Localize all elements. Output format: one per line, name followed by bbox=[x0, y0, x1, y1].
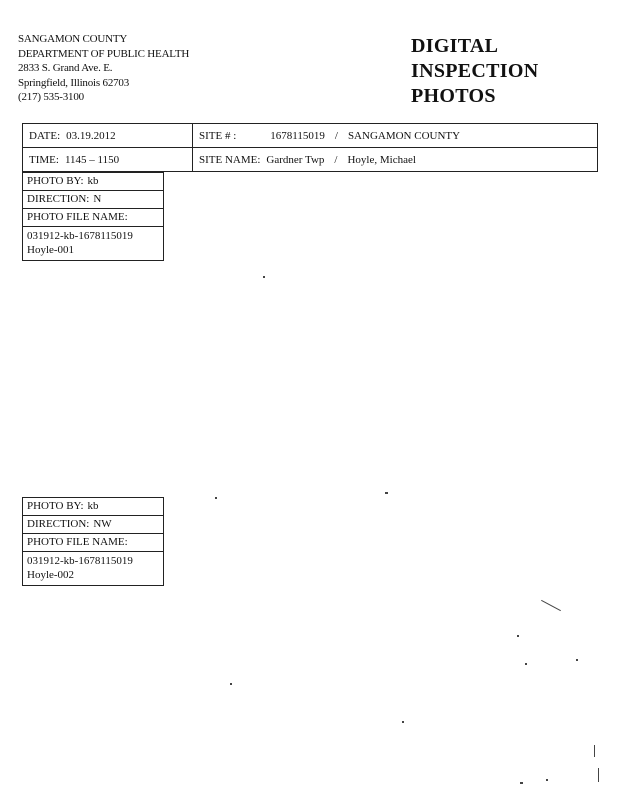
photo-by-row bbox=[23, 498, 163, 516]
agency-city: Springfield, Illinois 62703 bbox=[18, 76, 130, 89]
site-county: SANGAMON COUNTY bbox=[347, 129, 461, 142]
agency-phone: (217) 535-3100 bbox=[18, 91, 84, 103]
date-label: DATE: bbox=[29, 129, 61, 142]
site-info-row-date bbox=[23, 124, 598, 148]
photo-by-label: PHOTO BY: bbox=[27, 175, 84, 187]
direction-label: DIRECTION: bbox=[27, 193, 90, 205]
report-title-line-1: DIGITAL bbox=[411, 35, 499, 57]
direction-row bbox=[23, 516, 163, 534]
date-value: 03.19.2012 bbox=[66, 129, 116, 142]
direction-row bbox=[23, 191, 163, 209]
file-name-row bbox=[23, 227, 163, 260]
site-name-label: SITE NAME: bbox=[199, 153, 261, 166]
scan-speck bbox=[594, 745, 595, 757]
report-title-line-2: INSPECTION bbox=[411, 60, 539, 82]
file-name-line-2: Hoyle-001 bbox=[27, 244, 75, 256]
scan-speck bbox=[541, 600, 561, 611]
agency-header bbox=[18, 32, 189, 105]
agency-name: SANGAMON COUNTY bbox=[18, 33, 128, 45]
site-info-table bbox=[22, 123, 598, 172]
scan-speck bbox=[385, 492, 388, 494]
file-name-line-2: Hoyle-002 bbox=[27, 569, 75, 581]
report-title bbox=[411, 34, 538, 109]
file-name-label: PHOTO FILE NAME: bbox=[27, 536, 128, 548]
scan-speck bbox=[230, 683, 232, 685]
file-name-label-row bbox=[23, 209, 163, 227]
scan-speck bbox=[546, 779, 548, 781]
photo-by-value: kb bbox=[87, 175, 99, 187]
agency-department: DEPARTMENT OF PUBLIC HEALTH bbox=[18, 47, 190, 60]
direction-value: NW bbox=[93, 518, 112, 530]
photo-by-row bbox=[23, 173, 163, 191]
scan-speck bbox=[215, 497, 217, 499]
site-owner: Hoyle, Michael bbox=[347, 153, 416, 166]
time-value: 1145 – 1150 bbox=[64, 153, 120, 166]
photo-by-label: PHOTO BY: bbox=[27, 500, 84, 512]
time-label: TIME: bbox=[29, 153, 59, 166]
agency-address: 2833 S. Grand Ave. E. bbox=[18, 62, 113, 74]
photo-info-box bbox=[22, 497, 164, 586]
file-name-label: PHOTO FILE NAME: bbox=[27, 211, 128, 223]
file-name-label-row bbox=[23, 534, 163, 552]
site-name-cell bbox=[193, 148, 598, 172]
site-name-value: Gardner Twp bbox=[266, 153, 325, 166]
site-info-row-time bbox=[23, 148, 598, 172]
scan-speck bbox=[598, 768, 599, 782]
report-title-line-3: PHOTOS bbox=[411, 85, 496, 107]
scan-speck bbox=[525, 663, 527, 665]
scan-speck bbox=[520, 782, 523, 784]
direction-value: N bbox=[93, 193, 102, 205]
file-name-row bbox=[23, 552, 163, 585]
scan-speck bbox=[576, 659, 578, 661]
site-name-separator: / bbox=[334, 153, 338, 166]
file-name-line-1: 031912-kb-1678115019 bbox=[27, 230, 133, 242]
site-number-cell bbox=[193, 124, 598, 148]
file-name-line-1: 031912-kb-1678115019 bbox=[27, 555, 133, 567]
scan-speck bbox=[517, 635, 519, 637]
direction-label: DIRECTION: bbox=[27, 518, 90, 530]
scan-speck bbox=[263, 276, 265, 278]
time-cell bbox=[23, 148, 193, 172]
site-number-value: 1678115019 bbox=[270, 129, 325, 142]
photo-info-box bbox=[22, 172, 164, 261]
date-cell bbox=[23, 124, 193, 148]
photo-by-value: kb bbox=[87, 500, 99, 512]
site-number-label: SITE # : bbox=[199, 129, 237, 142]
site-separator: / bbox=[334, 129, 338, 142]
scan-speck bbox=[402, 721, 404, 723]
